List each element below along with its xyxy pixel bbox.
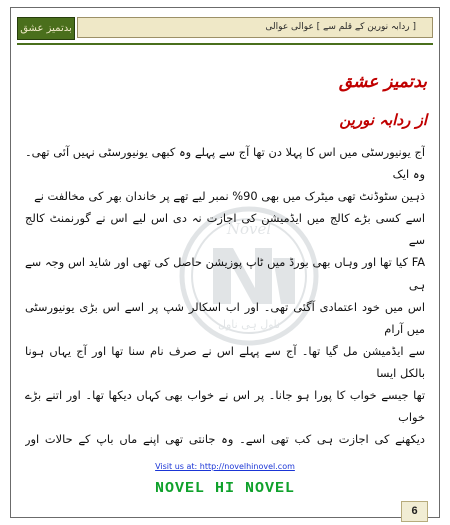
watermark-bottom-text: ناول ہی ناول [217, 318, 281, 331]
header-rule [17, 43, 433, 45]
story-body [25, 141, 425, 453]
body-line-8: دیکھنے کی اجازت ہی کب تھی اسے۔ وہ جانتی تھی اپنے ماں باپ کے حالات اور [25, 432, 425, 447]
brand-footer: NOVEL HI NOVEL [154, 480, 296, 497]
body-line-6: سے ایڈمیشن مل گیا تھا۔ آج سے پہلے اس نے صرف نام سنا تھا اور آج یہاں ہونا بالکل ایسا [25, 343, 425, 380]
document-page [10, 7, 440, 518]
header-novel-tag: بدتمیز عشق [17, 17, 75, 40]
chapter-title: بدتمیز عشق [338, 72, 427, 92]
body-line-3: اسے کسی بڑے کالج میں ایڈمیشن کی اجازت نہ دی اس لیے اس نے گورنمنٹ کالج سے [25, 211, 425, 248]
page-number: 6 [401, 501, 428, 522]
body-line-7: تھا جیسے خواب کا پورا ہو جانا۔ پر اس نے خواب بھی کہاں دیکھا تھا۔ اور اتنے بڑے خواب [25, 388, 425, 425]
watermark-top-text: Novel [226, 220, 272, 238]
body-line-1: آج یونیورسٹی میں اس کا پہلا دن تھا آج سے پہلے وہ کبھی یونیورسٹی نہیں آئی تھی۔ وہ ایک [25, 145, 425, 182]
header-author-strip: [ ردابہ نورین کے قلم سے ] عوالی عوالی [77, 17, 433, 38]
body-line-5: اس میں خود اعتمادی آگئی تھی۔ اور اب اسکالر شپ پر اسے اس بڑی یونیورسٹی میں آرام [25, 299, 425, 336]
author-line: از ردابہ نورین [339, 111, 427, 129]
body-line-4: FA کیا تھا اور وہاں بھی بورڈ میں ٹاپ پوزیشن حاصل کی تھی اور شاید اس وجہ سے ہی [25, 255, 425, 292]
website-link[interactable]: Visit us at: http://novelhinovel.com [155, 462, 295, 471]
running-header [17, 13, 433, 45]
body-line-2: ذہین سٹوڈنٹ تھی میٹرک میں بھی 90% نمبر لیے تھے پر خاندان بھر کی مخالفت نے [34, 189, 425, 204]
